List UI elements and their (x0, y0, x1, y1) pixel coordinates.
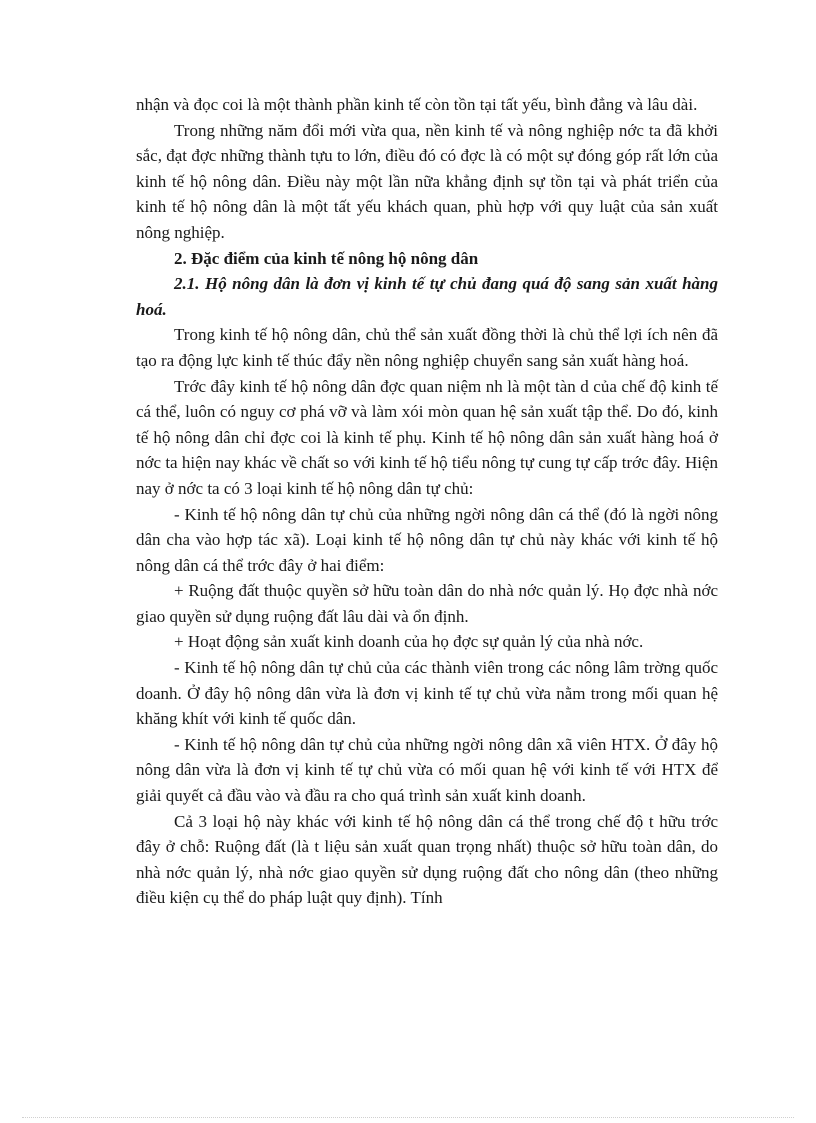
paragraph-continuation: nhận và đọc coi là một thành phần kinh tế còn tồn tại tất yếu, bình đẳng và lâu dài. (136, 95, 698, 114)
list-item-state-management: + Hoạt động sản xuất kinh doanh của họ đợc sự quản lý của nhà nớc. (174, 632, 644, 652)
paragraph-history: Trớc đây kinh tế hộ nông dân đợc quan niệm nh là một tàn d của chế độ kinh tế cá thể, luôn có nguy cơ phá vỡ và làm xói mòn quan hệ sản xuất tập thể. Do đó, kinh tế hộ nông dân chỉ đợc coi là kinh tế phụ. Kinh tế hộ nông dân sản xuất hàng hoá ở nớc ta hiện nay khác về chất so với kinh tế hộ tiểu nông tự cung tự cấp trớc đây. Hiện nay ở nớc ta có 3 loại kinh tế hộ nông dân tự chủ: (136, 376, 718, 498)
paragraph-renovation: Trong những năm đổi mới vừa qua, nền kinh tế và nông nghiệp nớc ta đã khởi sắc, đạt đợc những thành tựu to lớn, điều đó có đợc là có một sự đóng góp rất lớn của kinh tế hộ nông dân. Điều này một lần nữa khẳng định sự tồn tại và phát triển của kinh tế hộ nông dân là một tất yếu khách quan, phù hợp với quy luật của sản xuất nông nghiệp. (136, 120, 718, 242)
paragraph-motivation: Trong kinh tế hộ nông dân, chủ thể sản xuất đồng thời là chủ thể lợi ích nên đã tạo ra động lực kinh tế thúc đẩy nền nông nghiệp chuyển sang sản xuất hàng hoá. (136, 325, 718, 370)
document-page (136, 92, 718, 911)
paragraph-comparison: Cả 3 loại hộ này khác với kinh tế hộ nông dân cá thể trong chế độ t hữu trớc đây ở chỗ: Ruộng đất (là t liệu sản xuất quan trọng nhất) thuộc sở hữu toàn dân, do nhà nớc quản lý, nhà nớc giao quyền sử dụng ruộng đất cho nông dân (theo những điều kiện cụ thể do pháp luật quy định). Tính (136, 811, 718, 908)
list-item-land-ownership: + Ruộng đất thuộc quyền sở hữu toàn dân do nhà nớc quản lý. Họ đợc nhà nớc giao quyền sử dụng ruộng đất lâu dài và ổn định. (136, 581, 718, 626)
list-item-individual-farmers: - Kinh tế hộ nông dân tự chủ của những ngời nông dân cá thể (đó là ngời nông dân cha vào hợp tác xã). Loại kinh tế hộ nông dân tự chủ này khác với kinh tế hộ nông dân cá thể trớc đây ở hai điểm: (136, 504, 718, 575)
list-item-cooperative-members: - Kinh tế hộ nông dân tự chủ của những ngời nông dân xã viên HTX. Ở đây hộ nông dân vừa là đơn vị kinh tế tự chủ vừa có mối quan hệ với kinh tế với HTX để giải quyết cả đầu vào và đầu ra cho quá trình sản xuất kinh doanh. (136, 734, 718, 806)
subsection-heading: 2.1. Hộ nông dân là đơn vị kinh tế tự chủ đang quá độ sang sản xuất hàng hoá. (136, 274, 718, 319)
list-item-state-farms: - Kinh tế hộ nông dân tự chủ của các thành viên trong các nông lâm trờng quốc doanh. Ở đây hộ nông dân vừa là đơn vị kinh tế tự chủ vừa nằm trong mối quan hệ khăng khít với kinh tế quốc dân. (136, 658, 718, 729)
page-bottom-divider (22, 1117, 794, 1118)
section-heading: 2. Đặc điểm của kinh tế nông hộ nông dân (174, 248, 479, 268)
